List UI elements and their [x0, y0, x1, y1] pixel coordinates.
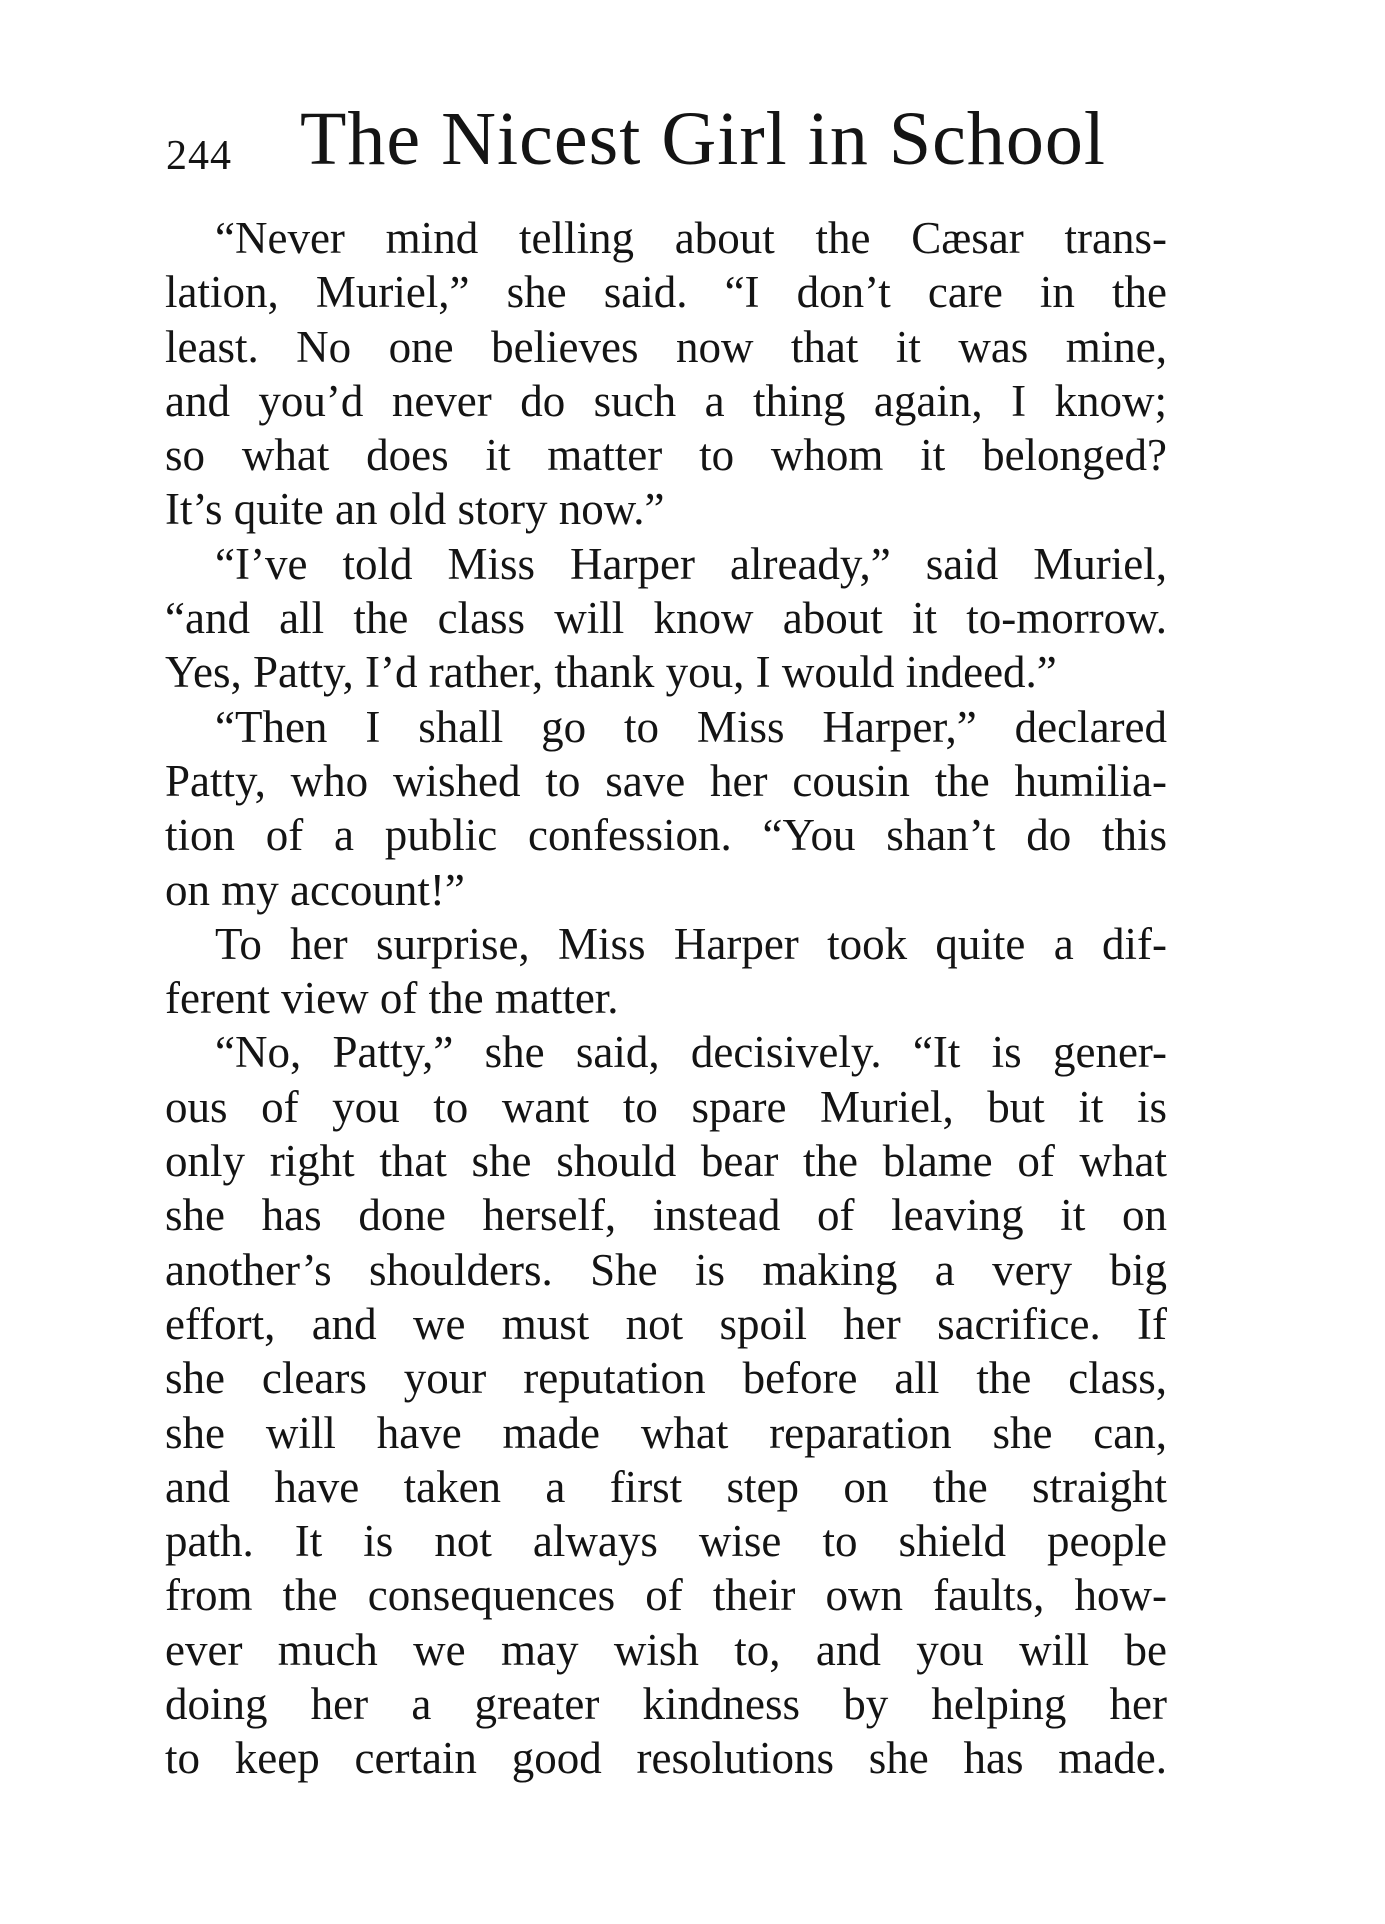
text-line: on my account!” — [165, 864, 465, 915]
text-line: least. No one believes now that it was mine, — [165, 321, 1167, 372]
text-line: To her surprise, Miss Harper took quite a dif- — [215, 918, 1167, 969]
text-line: she has done herself, instead of leaving it on — [165, 1190, 1167, 1241]
text-line: path. It is not always wise to shield people — [165, 1516, 1167, 1567]
text-line: ferent view of the matter. — [165, 973, 619, 1024]
body-text — [165, 211, 1167, 1786]
text-line: she will have made what reparation she can, — [165, 1407, 1167, 1458]
text-line: she clears your reputation before all the class, — [165, 1353, 1167, 1404]
text-line: “Never mind telling about the Cæsar trans- — [215, 213, 1167, 263]
text-line: Yes, Patty, I’d rather, thank you, I would indeed.” — [165, 647, 1057, 698]
text-line: to keep certain good resolutions she has made. — [165, 1733, 1167, 1784]
text-line: ous of you to want to spare Muriel, but it is — [165, 1081, 1167, 1132]
text-line: effort, and we must not spoil her sacrifice. If — [165, 1298, 1167, 1349]
text-line: and have taken a first step on the straight — [165, 1461, 1167, 1512]
text-line: lation, Muriel,” she said. “I don’t care in the — [165, 267, 1167, 318]
page-header — [166, 96, 1246, 186]
text-line: doing her a greater kindness by helping her — [165, 1679, 1167, 1730]
page-number: 244 — [166, 133, 232, 179]
text-line: It’s quite an old story now.” — [165, 484, 665, 535]
text-line: only right that she should bear the blame of what — [165, 1136, 1167, 1187]
text-line: tion of a public confession. “You shan’t do this — [165, 810, 1167, 861]
text-line: another’s shoulders. She is making a very big — [165, 1244, 1167, 1295]
text-line: so what does it matter to whom it belonged? — [165, 430, 1167, 481]
text-line: ever much we may wish to, and you will be — [165, 1624, 1167, 1675]
running-title: The Nicest Girl in School — [300, 97, 1106, 181]
text-line: “I’ve told Miss Harper already,” said Muriel, — [215, 538, 1167, 589]
text-line: from the consequences of their own faults, how- — [165, 1570, 1167, 1621]
text-line: “Then I shall go to Miss Harper,” declared — [215, 701, 1167, 752]
text-line: “No, Patty,” she said, decisively. “It is gener- — [215, 1027, 1167, 1078]
text-line: and you’d never do such a thing again, I know; — [165, 375, 1167, 426]
text-line: Patty, who wished to save her cousin the humilia- — [165, 755, 1167, 806]
text-line: “and all the class will know about it to-morrow. — [165, 593, 1167, 644]
